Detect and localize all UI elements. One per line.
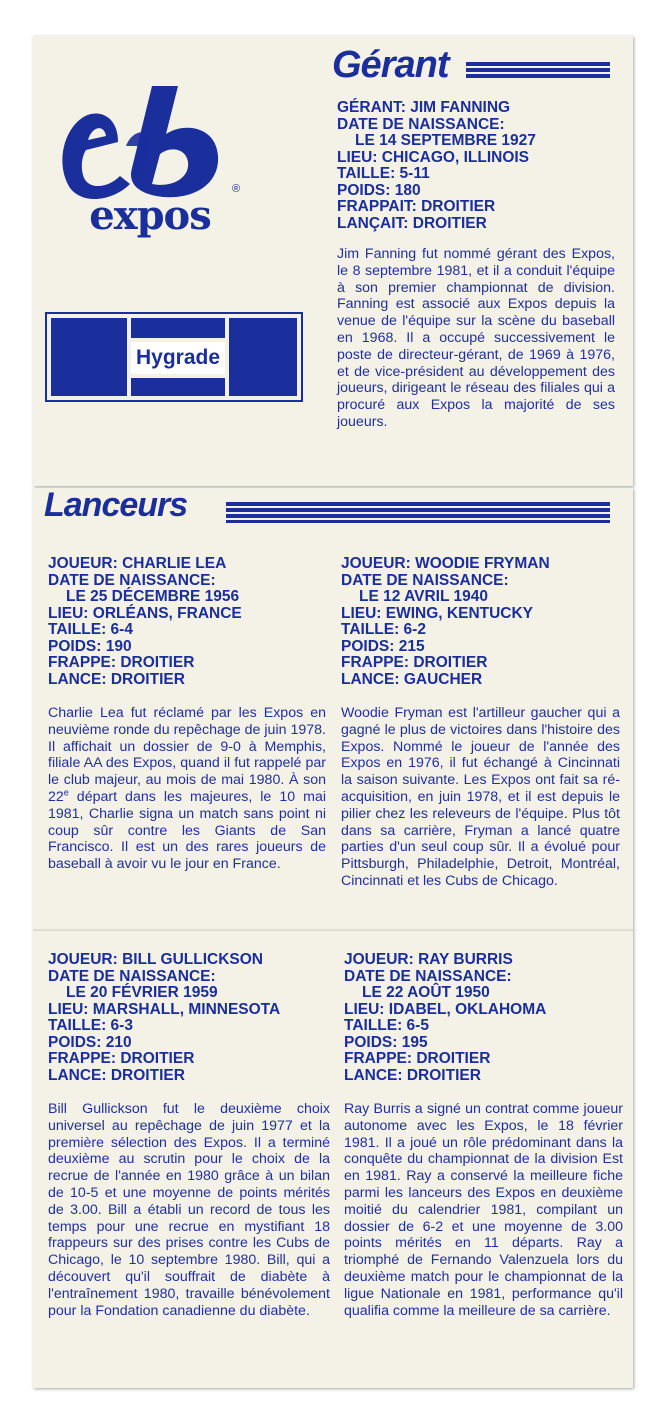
player-bio-bill-gullickson: Bill Gullickson fut le deuxième choix universel au repêchage de juin 1977 et la première sélection des Expos. Il a terminé deuxième au scrutin pour le choix de la recrue de l'année en 1980 grâce à un bilan de 10-5 et une moyenne de points mérités de 3.00. Bill a établi un record de tous les temps pour une recrue en mystifiant 18 frappeurs sur des prises contre les Cubs de Chicago, le 10 septembre 1980. Bill, qui a découvert qu'il souffrait de diabète à l'entraînement 1980, travaille bénévolement pour la Fondation canadienne du diabète. bbox=[48, 1101, 330, 1319]
info-line: LANCE: GAUCHER bbox=[341, 670, 483, 688]
info-line: LE 20 FÉVRIER 1959 bbox=[66, 984, 218, 1001]
info-line: JOUEUR: RAY BURRIS bbox=[344, 951, 513, 968]
info-line: LE 25 DÉCEMBRE 1956 bbox=[66, 588, 240, 605]
info-line: LE 12 AVRIL 1940 bbox=[359, 588, 488, 605]
info-line: FRAPPE: DROITIER bbox=[341, 654, 488, 671]
player-info-charlie-lea bbox=[48, 556, 242, 688]
bio-part: départ dans les majeures, le 10 mai 1981, Charlie signa un match sans point ni coup sûr contre les Giants de San Francisco. Il est un des rares joueurs de baseball à avoir vu le jour en France. bbox=[48, 788, 326, 873]
player-bio-ray-burris: Ray Burris a signé un contrat comme joueur autonome avec les Expos, le 18 février 1981. Il a joué un rôle prédominant dans la conquête du championnat de la division Est en 1981. Ray a conservé la meilleure fiche parmi les lanceurs des Expos en deuxième moitié du calendrier 1981, compilant un dossier de 6-2 et une moyenne de 3.00 points mérités en 11 départs. Ray a triomphé de Fernando Valenzuela lors du deuxième match pour le championnat de la ligue Nationale en 1981, performance qu'il qualifia comme la meilleure de sa carrière. bbox=[344, 1101, 623, 1319]
ordinal-suffix: e bbox=[63, 787, 69, 798]
info-line: POIDS: 215 bbox=[341, 637, 425, 655]
info-line: LIEU: MARSHALL, MINNESOTA bbox=[48, 1000, 281, 1018]
title-stripes bbox=[466, 62, 610, 80]
info-line: FRAPPE: DROITIER bbox=[344, 1050, 491, 1067]
info-line: DATE DE NAISSANCE: bbox=[341, 571, 509, 589]
info-line: TAILLE: 6-2 bbox=[341, 621, 426, 638]
pitchers-section-title: Lanceurs bbox=[44, 486, 188, 524]
title-stripes bbox=[226, 502, 610, 525]
info-line: JOUEUR: WOODIE FRYMAN bbox=[341, 555, 550, 572]
info-line: LANCE: DROITIER bbox=[344, 1066, 481, 1084]
info-line: DATE DE NAISSANCE: bbox=[337, 115, 505, 133]
info-line: JOUEUR: BILL GULLICKSON bbox=[48, 951, 263, 968]
info-line: DATE DE NAISSANCE: bbox=[48, 967, 216, 985]
expos-logo-icon bbox=[48, 84, 228, 202]
player-info-ray-burris bbox=[344, 952, 546, 1084]
info-line: FRAPPE: DROITIER bbox=[48, 1050, 195, 1067]
info-line: LE 22 AOÛT 1950 bbox=[362, 984, 490, 1001]
player-bio-woodie-fryman: Woodie Fryman est l'artilleur gaucher qui a gagné le plus de victoires dans l'histoire des Expos. Nommé le joueur de l'année des Expos en 1976, il fut échangé à Cincinnati la saison suivante. Les Expos ont fait sa ré-acquisition, en juin 1978, et il est depuis le pilier chez les releveurs de l'équipe. Plus tôt dans sa carrière, Fryman a lancé quatre parties d'un seul coup sûr. Il a évolué pour Pittsburgh, Philadelphie, Detroit, Montréal, Cincinnati et les Cubs de Chicago. bbox=[341, 705, 620, 889]
registered-mark: ® bbox=[232, 183, 241, 195]
player-info-woodie-fryman bbox=[341, 556, 550, 688]
manager-info bbox=[337, 100, 536, 232]
info-line: TAILLE: 5-11 bbox=[337, 165, 430, 182]
sponsor-name: Hygrade bbox=[131, 342, 225, 374]
info-line: TAILLE: 6-3 bbox=[48, 1017, 133, 1034]
info-line: LIEU: ORLÉANS, FRANCE bbox=[48, 604, 242, 622]
bio-part: Charlie Lea fut réclamé par les Expos en neuvième ronde du repêchage de juin 1978. Il affichait un dossier de 9-0 à Memphis, filiale AA des Expos, quand il fut rappelé par le club majeur, au mois de mai 1980. À son 22 bbox=[48, 705, 326, 805]
info-line: TAILLE: 6-5 bbox=[344, 1017, 429, 1034]
info-line: LANÇAIT: DROITIER bbox=[337, 214, 487, 232]
player-bio-charlie-lea bbox=[48, 705, 326, 873]
info-line: FRAPPAIT: DROITIER bbox=[337, 198, 496, 215]
info-line: LIEU: CHICAGO, ILLINOIS bbox=[337, 148, 530, 166]
info-line: POIDS: 190 bbox=[48, 637, 132, 655]
info-line: POIDS: 210 bbox=[48, 1033, 132, 1051]
info-line: LE 14 SEPTEMBRE 1927 bbox=[355, 132, 536, 149]
info-line: FRAPPE: DROITIER bbox=[48, 654, 195, 671]
manager-bio: Jim Fanning fut nommé gérant des Expos, le 8 septembre 1981, et il a conduit l'équipe à son premier championnat de division. Fanning est associé aux Expos depuis la venue de l'équipe sur la scène du baseball en 1968. Il a occupé successivement le poste de directeur-gérant, de 1969 à 1976, et de vice-président au développement des joueurs, dirigeant le réseau des filiales qui a procuré aux Expos la majorité de ses joueurs. bbox=[337, 246, 615, 430]
player-info-bill-gullickson bbox=[48, 952, 280, 1084]
info-line: LANCE: DROITIER bbox=[48, 1066, 185, 1084]
info-line: DATE DE NAISSANCE: bbox=[48, 571, 216, 589]
info-line: DATE DE NAISSANCE: bbox=[344, 967, 512, 985]
manager-section-title: Gérant bbox=[332, 44, 449, 86]
info-line: LANCE: DROITIER bbox=[48, 670, 185, 688]
info-line: POIDS: 180 bbox=[337, 181, 421, 199]
info-line: LIEU: IDABEL, OKLAHOMA bbox=[344, 1000, 547, 1018]
info-line: JOUEUR: CHARLIE LEA bbox=[48, 555, 227, 572]
hygrade-sponsor-logo bbox=[45, 312, 303, 402]
info-line: LIEU: EWING, KENTUCKY bbox=[341, 604, 534, 622]
info-line: GÉRANT: JIM FANNING bbox=[337, 99, 511, 116]
logo-wordmark: expos bbox=[89, 192, 211, 239]
info-line: POIDS: 195 bbox=[344, 1033, 428, 1051]
info-line: TAILLE: 6-4 bbox=[48, 621, 133, 638]
